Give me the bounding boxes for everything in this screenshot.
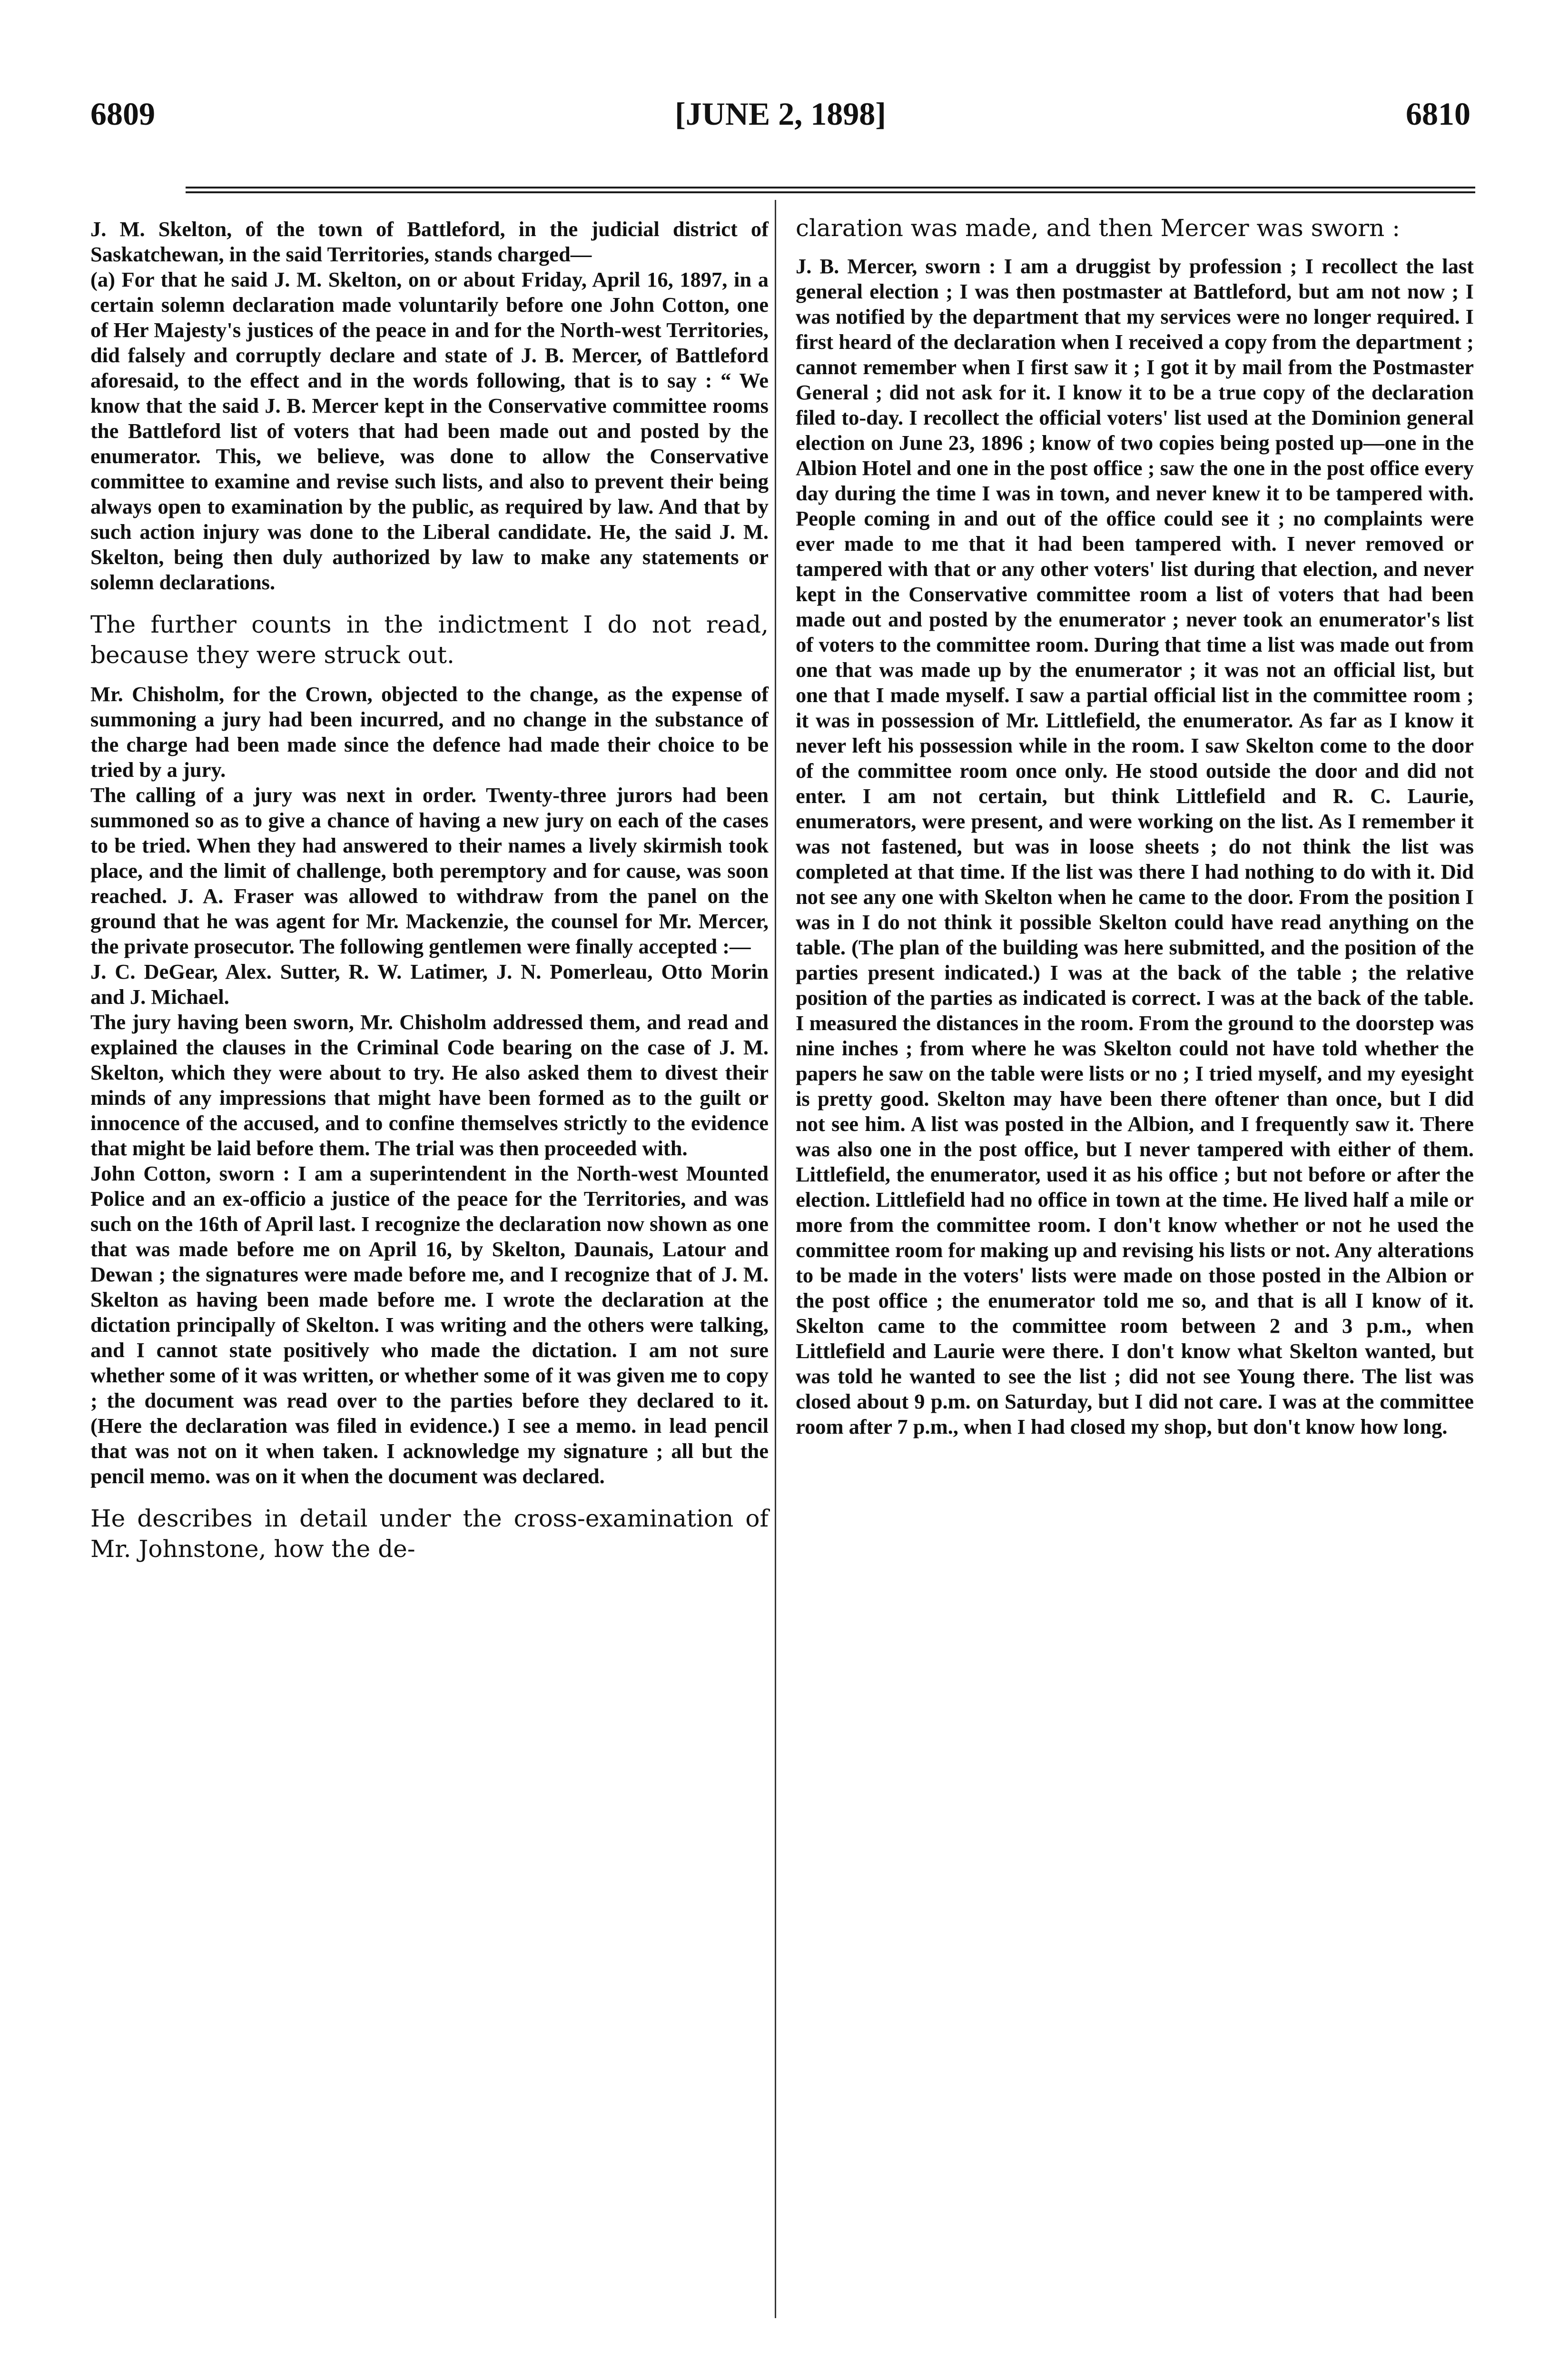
jury-sworn-paragraph: The jury having been sworn, Mr. Chisholm addressed them, and read and explained the clauses in the Criminal Code bearing on the case of J. M. Skelton, which they were about to try. He also asked them to divest their minds of any impressions that might have been formed as to the guilt or innocence of the accused, and to confine themselves strictly to the evidence that might be laid before them. The trial was then proceeded with. (90, 1010, 769, 1160)
page-header (90, 95, 1470, 143)
jurors-list-paragraph: J. C. DeGear, Alex. Sutter, R. W. Latimer, J. N. Pomerleau, Otto Morin and J. Michael. (90, 960, 769, 1009)
page-date-title: [JUNE 2, 1898] (675, 96, 886, 132)
header-rule-top (186, 187, 1475, 188)
header-rule-bottom (186, 191, 1475, 193)
mercer-testimony-paragraph: J. B. Mercer, sworn : I am a druggist by profession ; I recollect the last general election ; I was then postmaster at Battleford, but am not now ; I was notified by the department that my services were no longer required. I first heard of the declaration when I received a copy from the department ; cannot remember when I first saw it ; I got it by mail from the Postmaster General ; did not ask for it. I know it to be a true copy of the declaration filed to-day. I recollect the official voters' list used at the Dominion general election on June 23, 1896 ; know of two copies being posted up—one in the Albion Hotel and one in the post office ; saw the one in the post office every day during the time I was in town, and never knew it to be tampered with. People coming in and out of the office could see it ; no complaints were ever made to me that it had been tampered with. I never removed or tampered with that or any other voters' list during that election, and never kept in the Conservative committee room a list of voters that had been made out and posted by the enumerator ; never took an enumerator's list of voters to the committee room. During that time a list was made out from one that was made up by the enumerator ; it was not an official list, but one that I made myself. I saw a partial official list in the committee room ; it was in possession of Mr. Littlefield, the enumerator. As far as I know it never left his possession while in the room. I saw Skelton come to the door of the committee room once only. He stood outside the door and did not enter. I am not certain, but think Littlefield and R. C. Laurie, enumerators, were present, and were working on the list. As I remember it was not fastened, but was in loose sheets ; do not think the list was completed at that time. If the list was there I had nothing to do with it. Did not see any one with Skelton when he came to the door. From the position I was in I do not think it possible Skelton could have read anything on the table. (The plan of the building was here submitted, and the position of the parties present indicated.) I was at the back of the table ; the relative position of the parties as indicated is correct. I was at the back of the table. I measured the distances in the room. From the ground to the doorstep was nine inches ; from where he was Skelton could not have told whether the papers he saw on the table were lists or no ; I tried myself, and my eyesight is pretty good. Skelton may have been there oftener than once, but I did not see him. A list was posted in the Albion, and I frequently saw it. There was also one in the post office, but I never tampered with either of them. Littlefield, the enumerator, used it as his office ; but not before or after the election. Littlefield had no office in town at the time. He lived half a mile or more from the committee room. I don't know whether or not he used the committee room for making up and revising his lists or not. Any alterations to be made in the voters' lists were made on those posted in the Albion or the post office ; the enumerator told me so, and that is all I know of it. Skelton came to the committee room between 2 and 3 p.m., when Littlefield and Laurie were there. I don't know what Skelton wanted, but was told he wanted to see the list ; did not see Young there. The list was closed about 9 p.m. on Saturday, but I did not care. I was at the committee room after 7 p.m., when I had closed my shop, but don't know how long. (796, 254, 1474, 1438)
jury-calling-paragraph: The calling of a jury was next in order. Twenty-three jurors had been summoned so as to give a chance of having a new jury on each of the cases to be tried. When they had answered to their names a lively skirmish took place, and the limit of challenge, both peremptory and for cause, was soon reached. J. A. Fraser was allowed to withdraw from the panel on the ground that he was agent for Mr. Mackenzie, the counsel for Mr. Mercer, the private prosecutor. The following gentlemen were finally accepted :— (90, 783, 769, 958)
left-column (90, 217, 769, 1576)
page-number-right: 6810 (1406, 96, 1470, 132)
chisholm-objection-paragraph: Mr. Chisholm, for the Crown, objected to the change, as the expense of summoning a jury had been incurred, and no change in the substance of the charge had been made since the defence had made their choice to be tried by a jury. (90, 682, 769, 782)
cross-examination-note: He describes in detail under the cross-examination of Mr. Johnstone, how the de- (90, 1505, 769, 1563)
charge-intro-paragraph: J. M. Skelton, of the town of Battleford, in the judicial district of Saskatchewan, in the said Territories, stands charged— (90, 217, 769, 266)
charge-count-a-paragraph: (a) For that he said J. M. Skelton, on or about Friday, April 16, 1897, in a certain solemn declaration made voluntarily before one John Cotton, one of Her Majesty's justices of the peace in and for the North-west Territories, did falsely and corruptly declare and state of J. B. Mercer, of Battleford aforesaid, to the effect and in the words following, that is to say : “ We know that the said J. B. Mercer kept in the Conservative committee rooms the Battleford list of voters that had been made out and posted by the enumerator. This, we believe, was done to allow the Conservative committee to examine and revise such lists, and also to prevent their being always open to examination by the public, as required by law. And that by such action injury was done to the Liberal candidate. He, the said J. M. Skelton, being then duly authorized by law to make any statements or solemn declarations. (90, 268, 769, 594)
mercer-sworn-note: claration was made, and then Mercer was sworn : (796, 214, 1401, 242)
further-counts-note: The further counts in the indictment I do not read, because they were struck out. (90, 611, 769, 669)
page-number-left: 6809 (90, 96, 155, 132)
column-divider (775, 200, 776, 2318)
right-column (796, 214, 1474, 1439)
cotton-testimony-paragraph: John Cotton, sworn : I am a superintendent in the North-west Mounted Police and an ex-officio a justice of the peace for the Territories, and was such on the 16th of April last. I recognize the declaration now shown as one that was made before me on April 16, by Skelton, Daunais, Latour and Dewan ; the signatures were made before me, and I recognize that of J. M. Skelton as having been made before me. I wrote the declaration at the dictation principally of Skelton. I was writing and the others were talking, and I cannot state positively who made the dictation. I am not sure whether some of it was written, or whether some of it was given me to copy ; the document was read over to the parties before they declared to it. (Here the declaration was filed in evidence.) I see a memo. in lead pencil that was not on it when taken. I acknowledge my signature ; all but the pencil memo. was on it when the document was declared. (90, 1161, 769, 1488)
